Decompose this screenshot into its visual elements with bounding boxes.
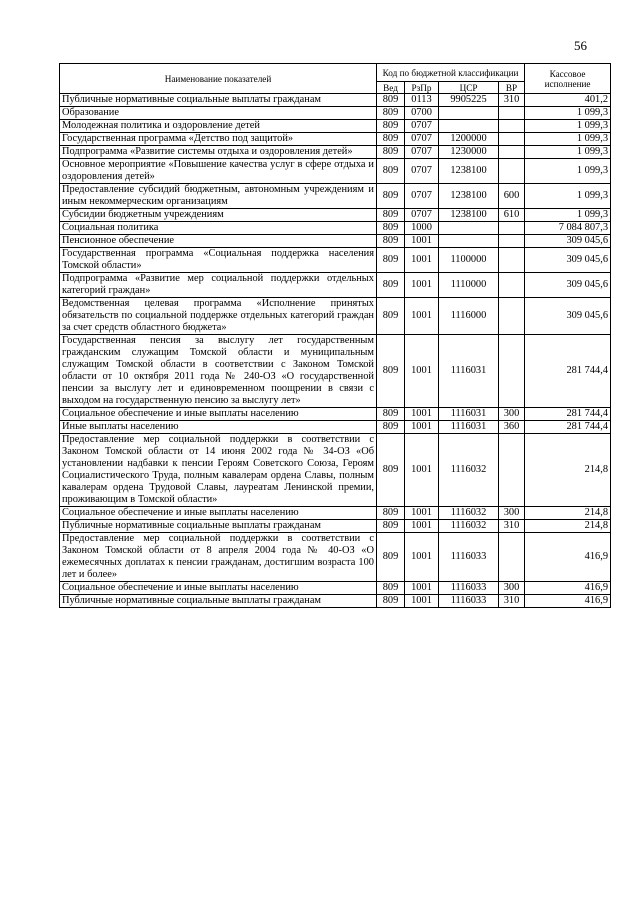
row-ved: 809 [377,107,405,120]
row-vr: 600 [499,184,525,209]
row-rzpr: 0707 [405,120,439,133]
table-row [60,582,611,595]
row-csr [439,235,499,248]
row-ved: 809 [377,273,405,298]
row-rzpr: 1001 [405,408,439,421]
row-ved: 809 [377,133,405,146]
row-csr [439,107,499,120]
row-csr: 1238100 [439,159,499,184]
row-vr: 310 [499,595,525,608]
row-csr: 1238100 [439,184,499,209]
row-name: Подпрограмма «Развитие системы отдыха и оздоровления детей» [60,146,377,159]
row-amount: 214,8 [525,507,611,520]
row-vr [499,146,525,159]
table-row [60,595,611,608]
header-rzpr: РзПр [405,82,439,94]
table-row [60,222,611,235]
row-name: Основное мероприятие «Повышение качества услуг в сфере отдыха и оздоровления детей» [60,159,377,184]
row-amount: 7 084 807,3 [525,222,611,235]
row-ved: 809 [377,248,405,273]
row-vr: 310 [499,94,525,107]
row-name: Публичные нормативные социальные выплаты гражданам [60,94,377,107]
row-rzpr: 1001 [405,248,439,273]
row-ved: 809 [377,421,405,434]
row-csr: 1116032 [439,507,499,520]
row-amount: 1 099,3 [525,133,611,146]
row-rzpr: 1000 [405,222,439,235]
row-rzpr: 1001 [405,235,439,248]
table-row [60,248,611,273]
row-amount: 214,8 [525,520,611,533]
row-amount: 1 099,3 [525,184,611,209]
table-row [60,298,611,335]
row-csr: 1116032 [439,520,499,533]
row-csr: 1116031 [439,335,499,408]
row-amount: 1 099,3 [525,107,611,120]
row-rzpr: 1001 [405,520,439,533]
row-amount: 281 744,4 [525,335,611,408]
header-code-group: Код по бюджетной классификации [377,64,525,82]
table-row [60,159,611,184]
row-vr [499,120,525,133]
row-amount: 1 099,3 [525,159,611,184]
row-vr: 310 [499,520,525,533]
row-amount: 1 099,3 [525,120,611,133]
header-ved: Вед [377,82,405,94]
row-csr: 1110000 [439,273,499,298]
row-csr: 1200000 [439,133,499,146]
table-row [60,107,611,120]
row-ved: 809 [377,520,405,533]
row-name: Государственная программа «Социальная поддержка населения Томской области» [60,248,377,273]
table-row [60,520,611,533]
row-ved: 809 [377,94,405,107]
table-row [60,146,611,159]
row-name: Пенсионное обеспечение [60,235,377,248]
row-name: Государственная программа «Детство под защитой» [60,133,377,146]
table-row [60,133,611,146]
row-rzpr: 0700 [405,107,439,120]
budget-table [59,63,611,608]
row-rzpr: 0707 [405,146,439,159]
row-ved: 809 [377,335,405,408]
header-name: Наименование показателей [60,64,377,94]
row-rzpr: 1001 [405,582,439,595]
row-csr [439,222,499,235]
row-rzpr: 1001 [405,434,439,507]
row-csr: 1116032 [439,434,499,507]
row-vr [499,107,525,120]
row-name: Публичные нормативные социальные выплаты гражданам [60,595,377,608]
row-vr [499,159,525,184]
row-csr: 9905225 [439,94,499,107]
row-vr [499,533,525,582]
row-name: Публичные нормативные социальные выплаты гражданам [60,520,377,533]
row-name: Предоставление мер социальной поддержки в соответствии с Законом Томской области от 8 апреля 2004 года № 40-ОЗ «О ежемесячных доплатах к пенсии гражданам, достигшим возраста 100 лет и более» [60,533,377,582]
row-rzpr: 1001 [405,595,439,608]
table-row [60,235,611,248]
row-rzpr: 1001 [405,421,439,434]
table-row [60,533,611,582]
table-body [60,94,611,608]
row-name: Субсидии бюджетным учреждениям [60,209,377,222]
row-csr: 1100000 [439,248,499,273]
row-csr: 1116033 [439,533,499,582]
row-amount: 1 099,3 [525,146,611,159]
row-ved: 809 [377,582,405,595]
row-vr: 360 [499,421,525,434]
header-vr: ВР [499,82,525,94]
row-vr: 300 [499,507,525,520]
row-amount: 309 045,6 [525,235,611,248]
row-vr [499,298,525,335]
row-csr: 1116033 [439,595,499,608]
row-csr: 1230000 [439,146,499,159]
row-vr: 300 [499,408,525,421]
row-vr: 610 [499,209,525,222]
row-ved: 809 [377,507,405,520]
row-amount: 416,9 [525,533,611,582]
row-amount: 309 045,6 [525,273,611,298]
row-ved: 809 [377,184,405,209]
row-vr [499,248,525,273]
row-rzpr: 1001 [405,335,439,408]
row-ved: 809 [377,120,405,133]
row-name: Ведомственная целевая программа «Исполнение принятых обязательств по социальной поддержке отдельных категорий граждан за счет средств областного бюджета» [60,298,377,335]
row-vr [499,133,525,146]
row-vr: 300 [499,582,525,595]
row-csr: 1116031 [439,408,499,421]
row-csr: 1116000 [439,298,499,335]
row-rzpr: 1001 [405,533,439,582]
row-ved: 809 [377,408,405,421]
table-row [60,408,611,421]
row-name: Государственная пенсия за выслугу лет государственным гражданским служащим Томской области и муниципальным служащим Томской области в соответствии с Законом Томской области от 10 октября 2011 года № 240-ОЗ «О государственной пенсии за выслугу лет и единовременном поощрении в связи с выходом на государственную пенсию за выслугу лет» [60,335,377,408]
row-amount: 214,8 [525,434,611,507]
row-rzpr: 1001 [405,298,439,335]
row-csr: 1116031 [439,421,499,434]
row-name: Социальное обеспечение и иные выплаты населению [60,408,377,421]
table-row [60,507,611,520]
header-csr: ЦСР [439,82,499,94]
row-name: Социальное обеспечение и иные выплаты населению [60,507,377,520]
row-ved: 809 [377,222,405,235]
table-row [60,335,611,408]
row-name: Молодежная политика и оздоровление детей [60,120,377,133]
table-row [60,94,611,107]
row-csr [439,120,499,133]
row-rzpr: 1001 [405,507,439,520]
row-amount: 416,9 [525,582,611,595]
row-rzpr: 0707 [405,159,439,184]
row-vr [499,235,525,248]
row-rzpr: 0707 [405,209,439,222]
page-number: 56 [574,38,587,53]
row-ved: 809 [377,235,405,248]
row-ved: 809 [377,298,405,335]
row-vr [499,335,525,408]
table-row [60,209,611,222]
row-amount: 309 045,6 [525,298,611,335]
row-amount: 309 045,6 [525,248,611,273]
row-vr [499,222,525,235]
row-vr [499,273,525,298]
row-ved: 809 [377,595,405,608]
row-rzpr: 0707 [405,184,439,209]
row-ved: 809 [377,146,405,159]
table-row [60,273,611,298]
row-name: Подпрограмма «Развитие мер социальной поддержки отдельных категорий граждан» [60,273,377,298]
row-ved: 809 [377,209,405,222]
table-row [60,184,611,209]
row-amount: 281 744,4 [525,421,611,434]
row-amount: 281 744,4 [525,408,611,421]
row-amount: 416,9 [525,595,611,608]
row-rzpr: 1001 [405,273,439,298]
row-name: Предоставление субсидий бюджетным, автономным учреждениям и иным некоммерческим организациям [60,184,377,209]
table-row [60,421,611,434]
table-row [60,434,611,507]
row-csr: 1116033 [439,582,499,595]
row-name: Иные выплаты населению [60,421,377,434]
row-rzpr: 0707 [405,133,439,146]
row-name: Социальное обеспечение и иные выплаты населению [60,582,377,595]
row-csr: 1238100 [439,209,499,222]
row-amount: 401,2 [525,94,611,107]
row-ved: 809 [377,533,405,582]
row-rzpr: 0113 [405,94,439,107]
table-row [60,120,611,133]
row-ved: 809 [377,159,405,184]
row-name: Социальная политика [60,222,377,235]
header-amount: Кассовое исполнение [525,64,611,94]
row-ved: 809 [377,434,405,507]
row-vr [499,434,525,507]
row-name: Образование [60,107,377,120]
row-name: Предоставление мер социальной поддержки в соответствии с Законом Томской области от 14 июня 2002 года № 34-ОЗ «Об установлении надбавки к пенсии Героям Советского Союза, Героям Социалистического Труда, полным кавалерам ордена Славы, полным кавалерам ордена Трудовой Славы, лауреатам Ленинской премии, проживающим в Томской области» [60,434,377,507]
row-amount: 1 099,3 [525,209,611,222]
